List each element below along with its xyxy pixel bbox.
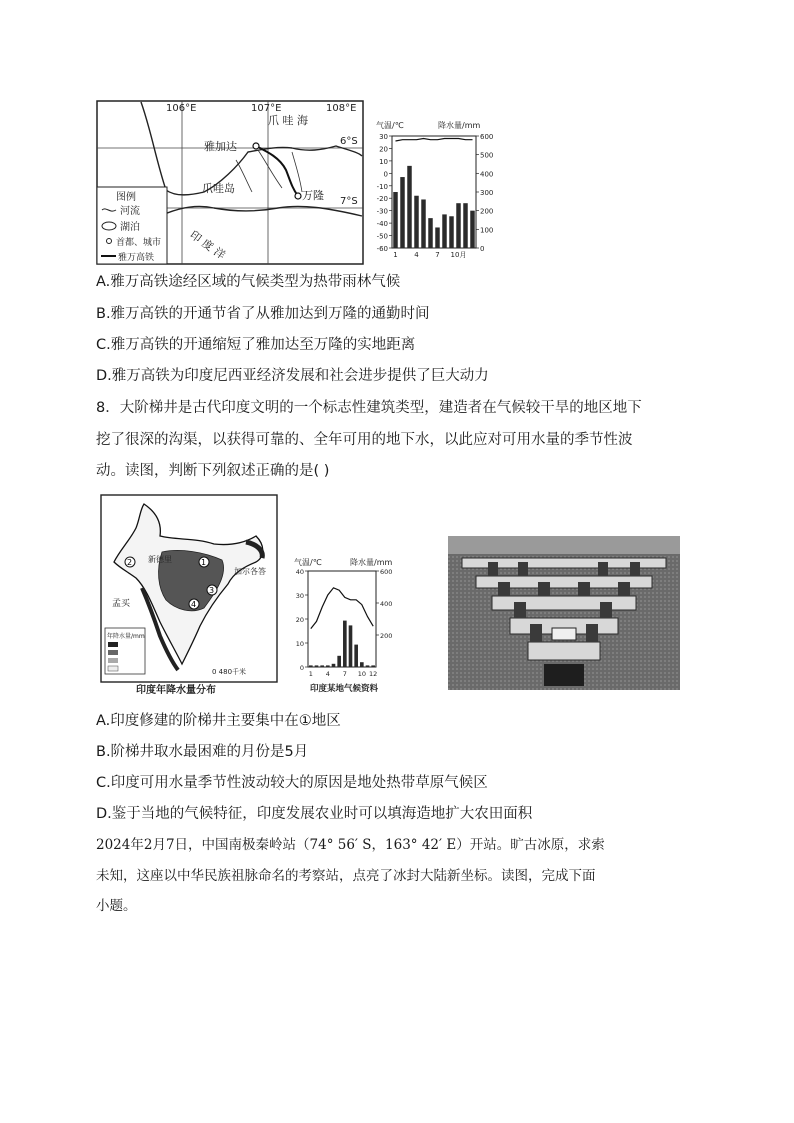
- precip-tick-label: 600: [480, 133, 494, 141]
- passage-line-1: 2024年2月7日，中国南极秦岭站（74° 56′ S，163° 42′ E）开站。旷古冰原，求索: [96, 837, 605, 853]
- precip-bar: [456, 203, 460, 248]
- precip-tick-label: 300: [480, 189, 494, 197]
- precip-bar: [320, 665, 324, 667]
- lon-106: 106°E: [166, 103, 197, 114]
- precip-tick-label: 400: [480, 170, 494, 179]
- precip-bar: [332, 664, 336, 667]
- chart1-precip-title: 降水量/mm: [438, 121, 481, 130]
- svg-text:1: 1: [201, 558, 207, 567]
- precip-bar: [449, 216, 453, 248]
- precip-bar: [309, 665, 313, 667]
- month-tick-label: 4: [414, 251, 419, 259]
- precip-bar: [343, 621, 347, 667]
- q8-option-c: C.印度可用水量季节性波动较大的原因是地处热带草原气候区: [96, 775, 488, 791]
- sea-label: 爪 哇 海: [268, 114, 308, 127]
- month-tick-label: 10月: [450, 251, 467, 259]
- precip-bar: [371, 665, 375, 667]
- ocean-label: 印 度 洋: [187, 228, 228, 262]
- precip-bar: [442, 214, 446, 248]
- month-tick-label: 10: [357, 670, 366, 678]
- svg-text:4: 4: [191, 600, 197, 609]
- passage-line-2: 未知，这座以中华民族祖脉命名的考察站，点亮了冰封大陆新坐标。读图，完成下面: [96, 868, 596, 884]
- jakarta-climate-chart: [370, 120, 500, 265]
- temp-tick-label: 10: [295, 640, 304, 648]
- precip-bar: [428, 218, 432, 248]
- temperature-line: [311, 588, 373, 629]
- legend-city: 首都、城市: [116, 238, 162, 248]
- chart2-caption: 印度某地气候资料: [310, 684, 379, 694]
- temp-tick-label: -50: [376, 232, 388, 241]
- temp-tick-label: -60: [376, 245, 388, 253]
- temp-tick-label: -40: [376, 220, 388, 229]
- temp-tick-label: 30: [295, 592, 304, 600]
- java-map: [96, 100, 364, 265]
- bandung-label: 万隆: [302, 189, 324, 202]
- q7-option-d: D.雅万高铁为印度尼西亚经济发展和社会进步提供了巨大动力: [96, 368, 489, 384]
- q7-option-b: B.雅万高铁的开通节省了从雅加达到万隆的通勤时间: [96, 306, 430, 322]
- precip-bar: [354, 645, 358, 667]
- month-tick-label: 4: [325, 670, 330, 678]
- scale-bar: 0 480千米: [212, 668, 247, 676]
- java-island-label: 爪哇岛: [202, 182, 235, 195]
- jakarta-label: 雅加达: [204, 140, 237, 153]
- temp-tick-label: -10: [376, 182, 388, 191]
- q8-stem-line-2: 挖了很深的沟渠，以获得可靠的、全年可用的地下水，以此应对可用水量的季节性波: [96, 432, 633, 448]
- lon-108: 108°E: [326, 103, 357, 114]
- precip-bar: [349, 625, 353, 667]
- label-kolkata: 加尔各答: [234, 567, 266, 576]
- month-tick-label: 12: [369, 670, 378, 678]
- precip-bar: [366, 665, 370, 667]
- precip-tick-label: 0: [480, 245, 485, 253]
- svg-text:2: 2: [127, 558, 133, 567]
- precip-bar: [400, 177, 404, 248]
- precip-tick-label: 600: [380, 568, 393, 576]
- q8-option-b: B.阶梯井取水最困难的月份是5月: [96, 744, 309, 760]
- label-mumbai: 孟买: [112, 599, 131, 609]
- precip-tick-label: 100: [480, 226, 494, 235]
- q8-option-d: D.鉴于当地的气候特征，印度发展农业时可以填海造地扩大农田面积: [96, 806, 533, 822]
- precip-bar: [463, 203, 467, 248]
- month-tick-label: 1: [393, 251, 398, 259]
- q7-option-a: A.雅万高铁途经区域的气候类型为热带雨林气候: [96, 274, 401, 290]
- temp-tick-label: 0: [383, 170, 388, 179]
- temp-tick-label: 40: [295, 568, 304, 576]
- temp-tick-label: 0: [299, 664, 304, 672]
- precip-tick-label: 200: [380, 632, 393, 640]
- chart1-temp-title: 气温/℃: [376, 121, 404, 130]
- precip-tick-label: 400: [380, 600, 393, 608]
- passage-line-3: 小题。: [96, 898, 137, 914]
- temp-tick-label: -20: [376, 195, 388, 204]
- temp-tick-label: -30: [376, 207, 388, 216]
- precip-bar: [315, 665, 319, 667]
- temp-tick-label: 10: [379, 157, 388, 166]
- india-rainfall-map: [96, 492, 280, 699]
- legend-river: 河流: [120, 206, 140, 217]
- precip-bar: [337, 656, 341, 667]
- precip-bar: [470, 211, 474, 248]
- chart2-temp-title: 气温/℃: [294, 558, 322, 567]
- precip-bar: [393, 192, 397, 248]
- month-tick-label: 7: [435, 251, 440, 259]
- plot-frame: [308, 571, 376, 667]
- month-tick-label: 7: [342, 670, 347, 678]
- lon-107: 107°E: [251, 103, 282, 114]
- stepwell-photo: [448, 536, 680, 690]
- india-legend-title: 年降水量/mm: [107, 633, 145, 640]
- precip-bar: [414, 196, 418, 248]
- india-map-caption: 印度年降水量分布: [136, 685, 216, 696]
- legend-lake: 湖泊: [120, 222, 140, 233]
- temp-tick-label: 20: [295, 616, 304, 624]
- temp-tick-label: 30: [379, 133, 388, 141]
- precip-bar: [421, 199, 425, 248]
- legend-title: 图例: [116, 192, 136, 203]
- lat-6s: 6°S: [340, 136, 358, 147]
- lat-7s: 7°S: [340, 196, 358, 207]
- precip-bar: [360, 662, 364, 667]
- chart2-precip-title: 降水量/mm: [350, 558, 393, 567]
- q8-stem-line-1: 8．大阶梯井是古代印度文明的一个标志性建筑类型，建造者在气候较干旱的地区地下: [96, 400, 642, 416]
- precip-tick-label: 200: [480, 207, 494, 216]
- q8-stem-line-3: 动。读图，判断下列叙述正确的是( ): [96, 463, 330, 479]
- india-climate-chart: [290, 555, 402, 695]
- precip-bar: [326, 665, 330, 667]
- precip-bar: [435, 227, 439, 248]
- temp-tick-label: 20: [379, 145, 388, 154]
- q8-option-a: A.印度修建的阶梯井主要集中在①地区: [96, 713, 341, 729]
- precip-tick-label: 500: [480, 151, 494, 160]
- precip-bar: [407, 166, 411, 248]
- label-new-delhi: 新德里: [148, 555, 172, 564]
- q7-option-c: C.雅万高铁的开通缩短了雅加达至万隆的实地距离: [96, 337, 416, 353]
- month-tick-label: 1: [308, 670, 313, 678]
- svg-text:3: 3: [209, 586, 215, 595]
- temperature-line: [396, 139, 473, 142]
- legend-railway: 雅万高铁: [118, 253, 155, 263]
